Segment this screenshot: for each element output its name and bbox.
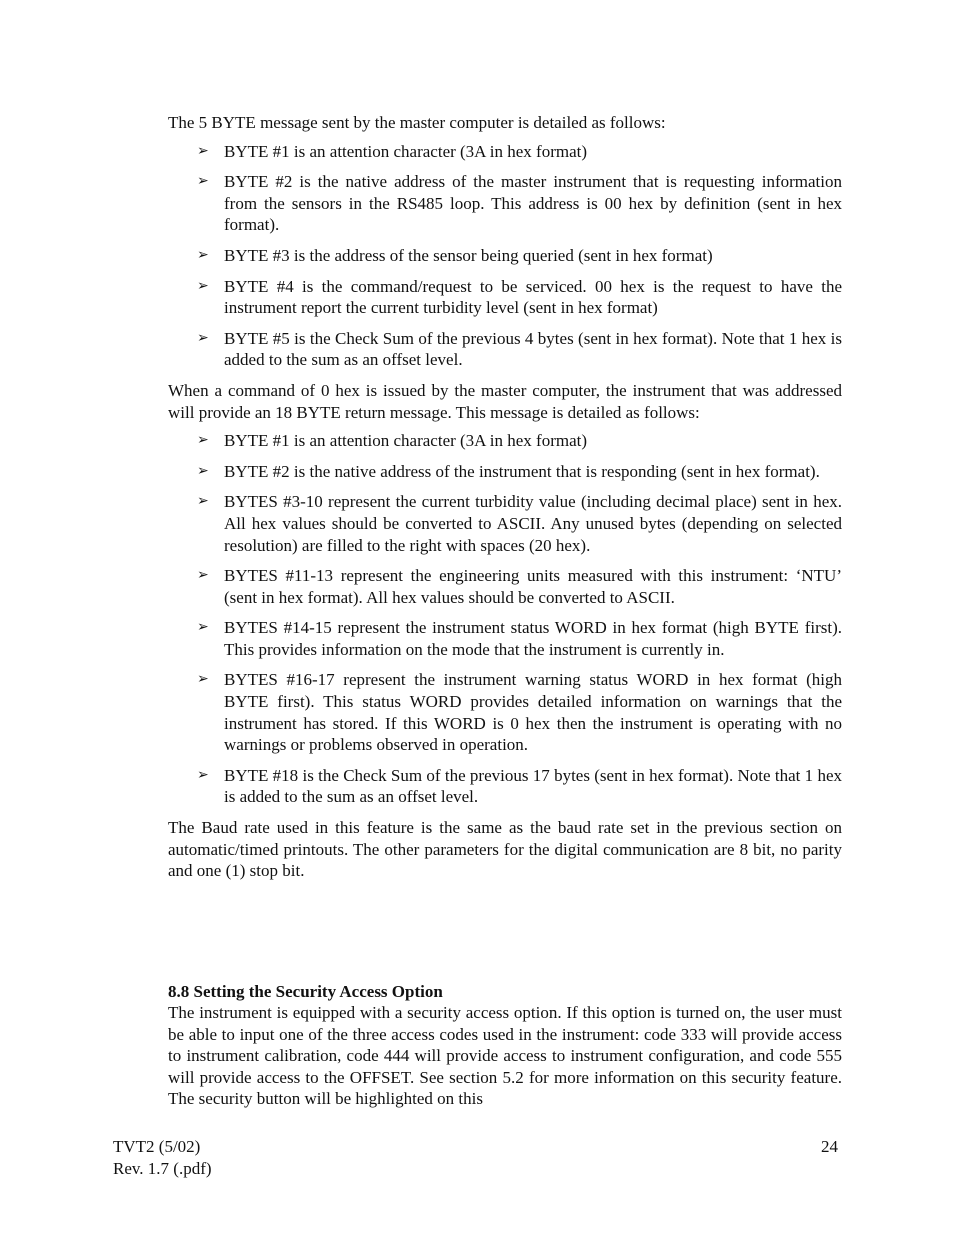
list-item-text: BYTE #18 is the Check Sum of the previous 17 bytes (sent in hex format). Note that 1 hex is added to the sum as an offset level. — [224, 765, 842, 807]
arrowhead-bullet-icon: ➢ — [197, 174, 209, 190]
main-content — [168, 112, 842, 882]
footer-revision: Rev. 1.7 (.pdf) — [113, 1158, 212, 1178]
arrowhead-bullet-icon: ➢ — [197, 620, 209, 636]
list-item — [168, 461, 842, 483]
list-item — [168, 430, 842, 452]
list-item — [168, 765, 842, 808]
list-item-text: BYTE #5 is the Check Sum of the previous 4 bytes (sent in hex format). Note that 1 hex is added to the sum as an offset level. — [224, 328, 842, 370]
intro-paragraph-1: The 5 BYTE message sent by the master computer is detailed as follows: — [168, 113, 666, 132]
list-item — [168, 276, 842, 319]
arrowhead-bullet-icon: ➢ — [197, 278, 209, 294]
list-item-text: BYTE #3 is the address of the sensor being queried (sent in hex format) — [224, 245, 713, 265]
list-item — [168, 617, 842, 660]
footer-doc-id: TVT2 (5/02) — [113, 1137, 201, 1156]
page-number: 24 — [821, 1137, 838, 1156]
list-item — [168, 328, 842, 371]
byte-list-response — [168, 430, 842, 808]
list-item-text: BYTES #11-13 represent the engineering units measured with this instrument: ‘NTU’ (sent in hex format). All hex values should be converted to ASCII. — [224, 566, 842, 607]
arrowhead-bullet-icon: ➢ — [197, 672, 209, 688]
arrowhead-bullet-icon: ➢ — [197, 433, 209, 449]
list-item — [168, 171, 842, 236]
list-item — [168, 565, 842, 608]
baud-paragraph: The Baud rate used in this feature is the same as the baud rate set in the previous section on automatic/timed printouts. The other parameters for the digital communication are 8 bit, no parity and one (1) stop bit. — [168, 818, 842, 881]
list-item-text: BYTE #1 is an attention character (3A in hex format) — [224, 141, 588, 161]
list-item-text: BYTES #14-15 represent the instrument status WORD in hex format (high BYTE first). This provides information on the mode that the instrument is currently in. — [224, 618, 842, 659]
list-item-text: BYTE #2 is the native address of the instrument that is responding (sent in hex format). — [224, 461, 820, 481]
byte-list-request — [168, 141, 842, 371]
list-item-text: BYTE #2 is the native address of the master instrument that is requesting information from the sensors in the RS485 loop. This address is 00 hex by definition (sent in hex format). — [224, 172, 842, 235]
section-heading: 8.8 Setting the Security Access Option — [168, 982, 443, 1001]
arrowhead-bullet-icon: ➢ — [197, 143, 209, 159]
section-body: The instrument is equipped with a security access option. If this option is turned on, the user must be able to input one of the three access codes used in the instrument: code 333 will provide access to instrument calibration, code 444 will provide access to instrument configuration, and code 555 will provide access to the OFFSET. See section 5.2 for more information on this security feature. The security button will be highlighted on this — [168, 1003, 842, 1109]
list-item-text: BYTES #16-17 represent the instrument warning status WORD in hex format (high BYTE first). This status WORD provides detailed information on warnings that the instrument has stored. If this WORD is 0 hex then the instrument is operating with no warnings or problems observed in operation. — [224, 670, 842, 755]
arrowhead-bullet-icon: ➢ — [197, 330, 209, 346]
arrowhead-bullet-icon: ➢ — [197, 568, 209, 584]
intro-paragraph-2: When a command of 0 hex is issued by the master computer, the instrument that was addressed will provide an 18 BYTE return message. This message is detailed as follows: — [168, 380, 842, 422]
list-item — [168, 141, 842, 163]
list-item — [168, 669, 842, 755]
list-item-text: BYTES #3-10 represent the current turbidity value (including decimal place) sent in hex. All hex values should be converted to ASCII. Any unused bytes (depending on selected resolution) are filled to the right with spaces (20 hex). — [224, 492, 842, 555]
footer-left — [113, 1136, 212, 1179]
list-item-text: BYTE #1 is an attention character (3A in hex format) — [224, 431, 588, 451]
arrowhead-bullet-icon: ➢ — [197, 767, 209, 783]
arrowhead-bullet-icon: ➢ — [197, 494, 209, 510]
arrowhead-bullet-icon: ➢ — [197, 247, 209, 263]
list-item — [168, 491, 842, 556]
arrowhead-bullet-icon: ➢ — [197, 463, 209, 479]
list-item — [168, 245, 842, 267]
list-item-text: BYTE #4 is the command/request to be serviced. 00 hex is the request to have the instrument report the current turbidity level (sent in hex format) — [224, 276, 842, 318]
